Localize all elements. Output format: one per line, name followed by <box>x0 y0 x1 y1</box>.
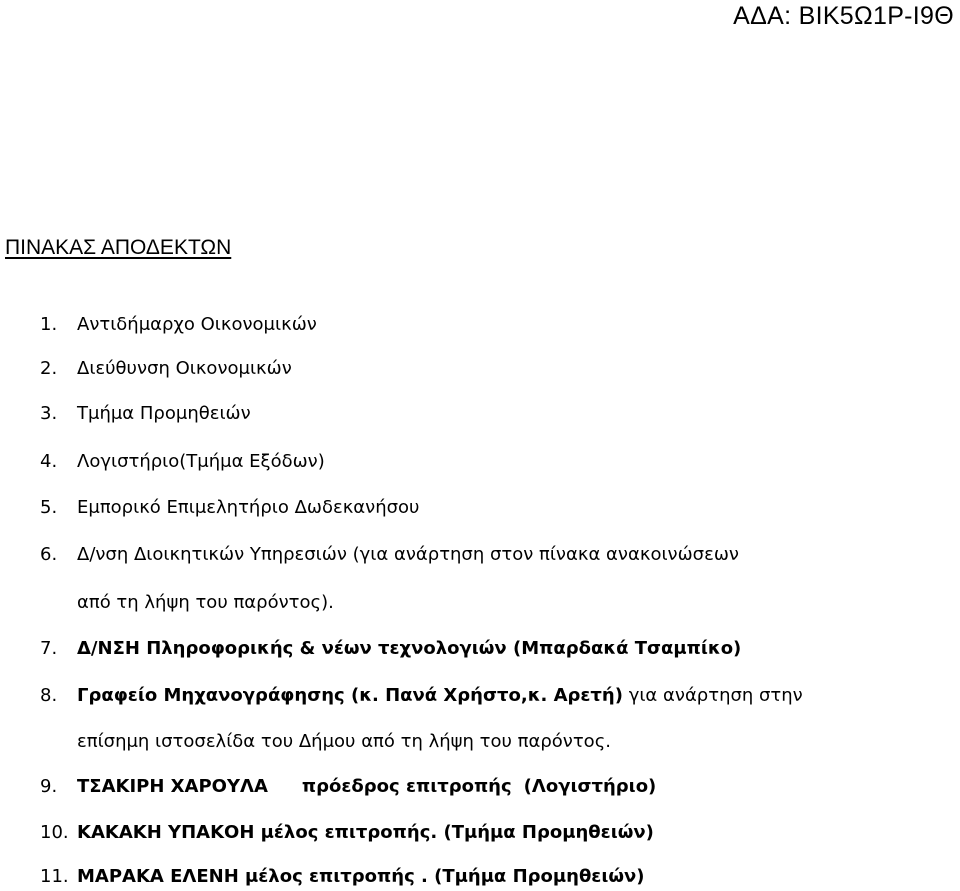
item-number: 3. <box>40 403 58 424</box>
item-name: ΤΣΑΚΙΡΗ ΧΑΡΟΥΛΑ <box>77 776 268 797</box>
item-text: Εμπορικό Επιμελητήριο Δωδεκανήσου <box>77 497 420 518</box>
item-number: 6. <box>40 544 58 565</box>
item-number: 1. <box>40 314 58 335</box>
item-note: (για ανάρτηση στον πίνακα ανακοινώσεων <box>346 544 739 565</box>
list-item <box>40 776 656 797</box>
item-name: ΚΑΚΑΚΗ ΥΠΑΚΟΗ <box>77 822 255 843</box>
list-item <box>40 403 251 424</box>
item-number: 9. <box>40 776 58 797</box>
item-dept: (Τμήμα Προμηθειών) <box>434 866 645 887</box>
item-dept: (Λογιστήριο) <box>523 776 657 797</box>
item-number: 10. <box>40 822 69 843</box>
item-number: 2. <box>40 358 58 379</box>
item-role: μέλος επιτροπής . <box>245 866 428 887</box>
item-continuation: επίσημη ιστοσελίδα του Δήμου από τη λήψη του παρόντος. <box>77 731 611 752</box>
list-item <box>40 451 325 472</box>
list-item <box>40 314 317 335</box>
item-number: 4. <box>40 451 58 472</box>
item-role: πρόεδρος επιτροπής <box>301 776 512 797</box>
list-item <box>40 822 654 843</box>
item-text: Αντιδήμαρχο Οικονομικών <box>77 314 317 335</box>
item-number: 11. <box>40 866 69 887</box>
item-continuation: από τη λήψη του παρόντος). <box>77 592 334 613</box>
item-dept: (Τμήμα Προμηθειών) <box>443 822 654 843</box>
list-item <box>40 685 803 706</box>
item-number: 5. <box>40 497 58 518</box>
item-text: Διεύθυνση Οικονομικών <box>77 358 292 379</box>
list-item <box>40 866 644 887</box>
item-text: Λογιστήριο(Τμήμα Εξόδων) <box>77 451 325 472</box>
page-title: ΠΙΝΑΚΑΣ ΑΠΟΔΕΚΤΩΝ <box>5 236 232 259</box>
item-name: ΜΑΡΑΚΑ ΕΛΕΝΗ <box>77 866 239 887</box>
list-item <box>40 638 741 659</box>
item-note: για ανάρτηση στην <box>622 685 803 706</box>
list-item <box>40 544 739 565</box>
list-item <box>40 497 419 518</box>
item-text: Τμήμα Προμηθειών <box>77 403 251 424</box>
item-text: Δ/ΝΣΗ Πληροφορικής & νέων τεχνολογιών (Μπαρδακά Τσαμπίκο) <box>77 638 742 659</box>
item-role: μέλος επιτροπής. <box>260 822 438 843</box>
ada-code: ΑΔΑ: ΒΙΚ5Ω1Ρ-Ι9Θ <box>733 2 954 30</box>
item-text: Γραφείο Μηχανογράφησης (κ. Πανά Χρήστο,κ. Αρετή) <box>77 685 623 706</box>
item-text: Δ/νση Διοικητικών Υπηρεσιών <box>77 544 347 565</box>
item-number: 7. <box>40 638 58 659</box>
list-item <box>40 358 292 379</box>
item-number: 8. <box>40 685 58 706</box>
